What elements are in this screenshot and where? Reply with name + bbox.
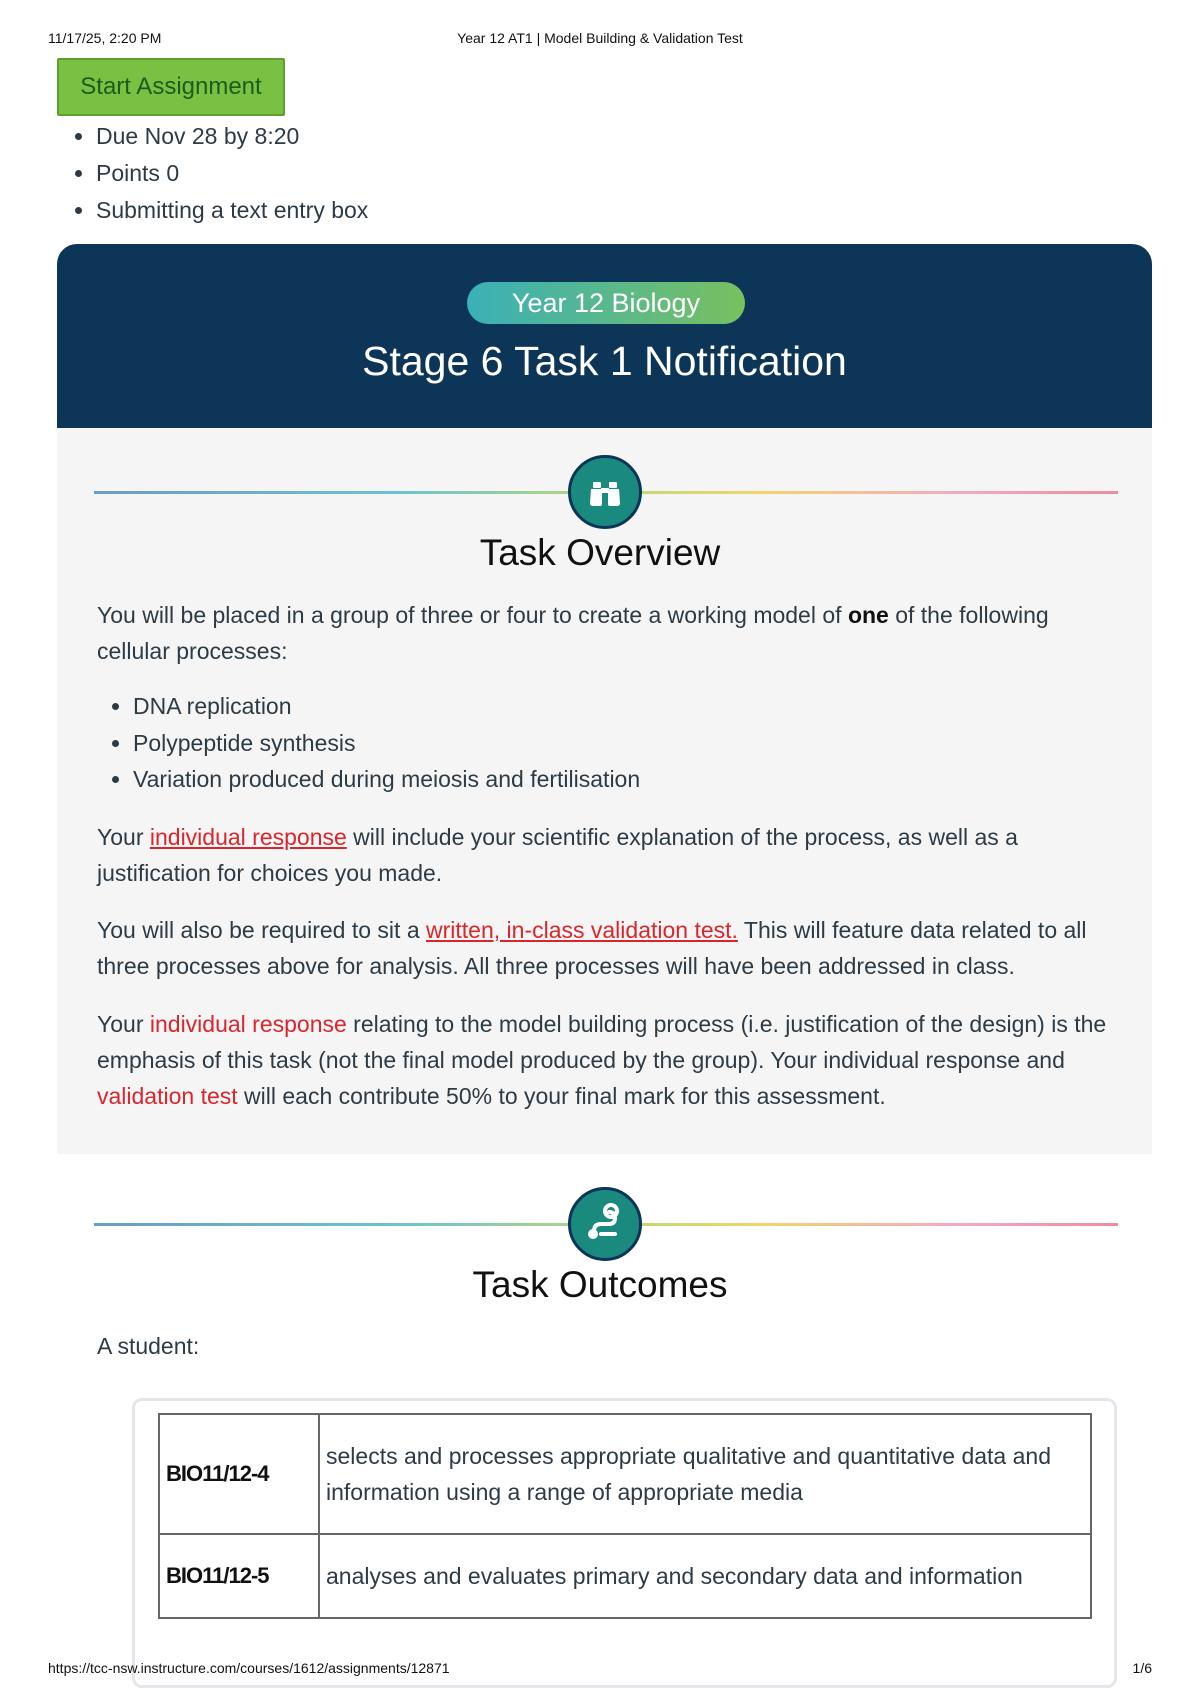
overview-intro: [97, 597, 1117, 669]
print-page-title: Year 12 AT1 | Model Building & Validation Test: [457, 30, 743, 46]
assignment-details: [70, 118, 368, 229]
individual-response-highlight: individual response: [149, 1011, 347, 1037]
para-text: Your: [97, 824, 150, 850]
print-header: [48, 30, 1152, 50]
individual-response-link[interactable]: individual response: [149, 824, 347, 850]
outcome-description: selects and processes appropriate qualitative and quantitative data and information using a range of appropriate media: [319, 1414, 1091, 1534]
print-url: https://tcc-nsw.instructure.com/courses/1612/assignments/12871: [48, 1660, 450, 1676]
intro-text-end: of the following cellular processes:: [97, 602, 1049, 664]
list-item: • Variation produced during meiosis and fertilisation: [133, 761, 640, 798]
overview-response-para: [97, 819, 1117, 891]
table-row: [159, 1534, 1091, 1618]
start-assignment-button[interactable]: Start Assignment: [57, 58, 285, 116]
para-text: will include your scientific explanation of the process, as well as a justification for choices you made.: [97, 824, 1018, 886]
para-text: You will also be required to sit a: [97, 917, 427, 943]
binoculars-icon: [568, 455, 642, 529]
overview-heading: Task Overview: [479, 532, 721, 573]
outcomes-heading: Task Outcomes: [472, 1264, 728, 1305]
route-icon: [568, 1187, 642, 1261]
outcomes-lead: A student:: [97, 1333, 200, 1359]
validation-test-highlight: validation test: [97, 1083, 238, 1109]
outcomes-table: [158, 1413, 1092, 1619]
table-row: [159, 1414, 1091, 1534]
submission-type: • Submitting a text entry box: [96, 192, 368, 229]
para-text: will each contribute 50% to your final mark for this assessment.: [237, 1083, 886, 1109]
overview-test-para: [97, 912, 1117, 984]
intro-text: You will be placed in a group of three or four to create a working model of: [97, 602, 848, 628]
para-text: This will feature data related to all three processes above for analysis. All three processes will have been addressed in class.: [97, 917, 1087, 979]
validation-test-link[interactable]: written, in-class validation test.: [426, 917, 738, 943]
print-datetime: 11/17/25, 2:20 PM: [48, 30, 162, 46]
para-text: relating to the model building process (i.e. justification of the design) is the emphasis of this task (not the final model produced by the group). Your individual response and: [97, 1011, 1107, 1073]
intro-emphasis: one: [847, 602, 889, 628]
task-banner: [57, 244, 1152, 428]
subject-pill: Year 12 Biology: [467, 282, 745, 324]
points: • Points 0: [96, 155, 368, 192]
print-page-number: 1/6: [1132, 1660, 1152, 1676]
para-text: Your: [97, 1011, 150, 1037]
banner-title: Stage 6 Task 1 Notification: [362, 338, 847, 384]
process-list: [107, 688, 640, 798]
outcome-code: BIO11/12-4: [159, 1414, 319, 1534]
overview-weighting-para: [97, 1006, 1117, 1114]
print-footer: [48, 1660, 1152, 1680]
list-item: • DNA replication: [133, 688, 640, 725]
outcome-code: BIO11/12-5: [159, 1534, 319, 1618]
due-date: • Due Nov 28 by 8:20: [96, 118, 368, 155]
list-item: • Polypeptide synthesis: [133, 725, 640, 762]
outcome-description: analyses and evaluates primary and secondary data and information: [319, 1534, 1091, 1618]
